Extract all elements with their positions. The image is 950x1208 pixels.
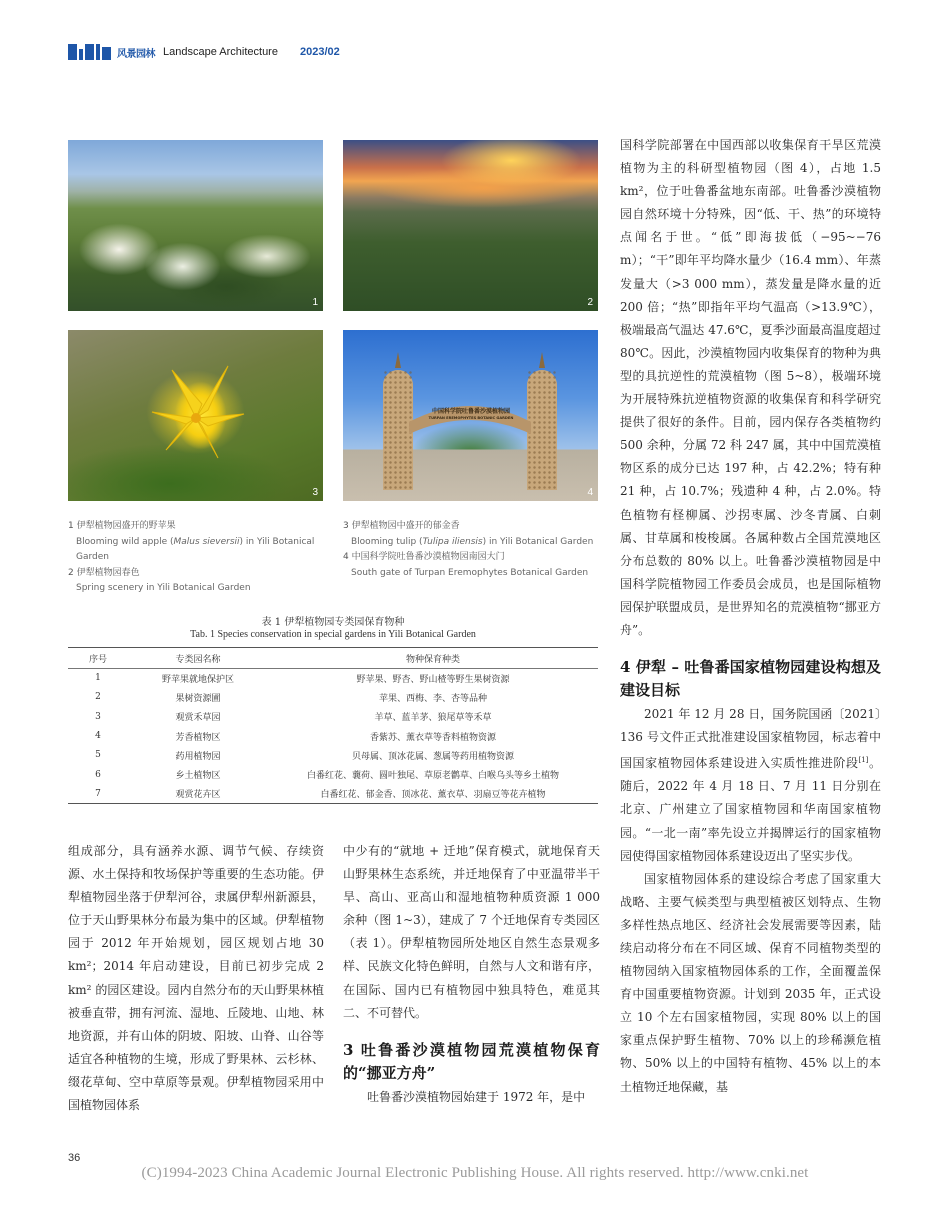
table-row [68, 784, 598, 803]
table-header-cell: 序号 [68, 648, 128, 669]
copyright-footer: (C)1994-2023 China Academic Journal Electronic Publishing House. All rights reserved. http://www.cnki.net [141, 1165, 809, 1181]
journal-logo-text-cn: 风景园林 [117, 48, 155, 60]
tulip-flower-icon [68, 330, 323, 501]
caption-1-en [68, 535, 338, 566]
figure-number: 2 [587, 297, 593, 308]
table-header-cell: 专类园名称 [128, 648, 268, 669]
gate-sign-text: 中国科学院吐鲁番沙漠植物园 [431, 408, 510, 415]
table-row [68, 765, 598, 784]
table-cell: 白番红花、蘘荷、圆叶独尾、草原老鹳草、白喉乌头等乡土植物 [306, 771, 559, 782]
table-title-en: Tab. 1 Species conservation in special gardens in Yili Botanical Garden [190, 629, 476, 640]
caption-1-en-text: Blooming wild apple ( [76, 536, 174, 547]
table-cell: 羊草、蓝羊茅、狼尾草等禾草 [374, 713, 492, 724]
caption-right [343, 519, 613, 581]
caption-3-species: Tulipa iliensis [422, 536, 483, 547]
table-row [68, 669, 598, 688]
caption-1-en-text: ) in Yili Botanical Garden [76, 536, 315, 562]
figure-3-tulip-photo [68, 330, 323, 501]
table-cell: 苹果、西梅、李、杏等品种 [378, 693, 487, 704]
paragraph-text: 。随后，2022 年 4 月 18 日、7 月 11 日分别在北京、广州建立了国家植物园和华南国家植物园。“一北一南”率先设立并揭牌运行的国家植物园使得国家植物园体系建设迈出了坚实步伐。 [620, 756, 881, 863]
page-number: 36 [68, 1152, 81, 1164]
caption-1-species: Malus sieversii [173, 536, 240, 547]
journal-header [68, 42, 340, 62]
paragraph: 吐鲁番沙漠植物园始建于 1972 年，是中 [367, 1089, 586, 1104]
body-column-middle [343, 840, 600, 1109]
table-header-row [68, 648, 598, 669]
caption-3-en-text: Blooming tulip ( [351, 536, 423, 547]
paragraph: 中少有的“就地 + 迁地”保育模式，就地保育天山野果林生态系统，并迁地保育了中亚温带半干旱、高山、亚高山和湿地植物种质资源 1 000 余种（图 1~3），建成了 7 个迁地保育专类园区（表 1）。伊犁植物园所处地区自然生态景观多样、民族文化特色鲜明，自然与人文和谐有序，在国际、国内已有植物园中独具特色，难觅其二、不可替代。 [343, 844, 600, 1020]
caption-3-cn: 3 伊犁植物园中盛开的郁金香 [343, 521, 460, 531]
table-row [68, 726, 598, 745]
gate-sign [413, 408, 529, 422]
figure-number: 4 [587, 487, 593, 498]
table-cell: 芳香植物区 [175, 732, 221, 743]
table-cell: 白番红花、郁金香、顶冰花、薰衣草、羽扇豆等花卉植物 [268, 784, 598, 803]
caption-4-cn: 4 中国科学院吐鲁番沙漠植物园南园大门 [343, 552, 505, 562]
table-cell: 野苹果就地保护区 [161, 674, 234, 685]
table-header-cell: 物种保育种类 [268, 648, 598, 669]
caption-left [68, 519, 338, 597]
table-cell: 2 [95, 692, 101, 703]
caption-3-en [343, 535, 613, 551]
figure-number: 3 [312, 487, 318, 498]
figure-number: 1 [312, 297, 318, 308]
table-cell: 5 [95, 750, 101, 761]
table-cell: 乡土植物区 [175, 771, 221, 782]
table-cell: 3 [95, 711, 101, 722]
body-column-left [68, 840, 324, 1117]
species-conservation-table [68, 647, 598, 804]
table-cell: 1 [95, 673, 101, 684]
caption-1-cn: 1 伊犁植物园盛开的野苹果 [68, 521, 176, 531]
table-title-cn: 表 1 伊犁植物园专类园保育物种 [261, 617, 405, 628]
gate-sign-text-en: TURPAN EREMOPHYTES BOTANIC GARDEN [428, 416, 514, 420]
paragraph: 组成部分，具有涵养水源、调节气候、存续资源、水土保持和牧场保护等重要的生态功能。伊犁植物园坐落于伊犁河谷，隶属伊犁州新源县，位于天山野果林分布最为集中的区域。伊犁植物园于 2012 年开始规划，园区规划占地 30 km²；2014 年启动建设，目前已初步完成 2 km² 的园区建设。园内自然分布的天山野果林植被垂直带，拥有河流、湿地、丘陵地、山地、林地资源，并有山体的阴坡、阳坡、山脊、山谷等适宜各种植物的生境，形成了野果林、云杉林、缀花草甸、空中草原等景观。伊犁植物园采用中国植物园体系 [68, 844, 324, 1113]
table-cell: 药用植物园 [175, 751, 221, 762]
section-3-heading: 3 吐鲁番沙漠植物园荒漠植物保育的“挪亚方舟” [343, 1040, 600, 1082]
table-cell: 6 [95, 769, 101, 780]
body-column-right [620, 134, 881, 1099]
table-row [68, 688, 598, 707]
table-cell: 果树资源圃 [175, 693, 221, 704]
caption-2-en: Spring scenery in Yili Botanical Garden [76, 583, 251, 593]
reference-link[interactable]: [1] [858, 756, 869, 765]
figure-1-wild-apple-photo [68, 140, 323, 311]
table-cell: 观赏花卉区 [128, 784, 268, 803]
table-cell: 野苹果、野杏、野山楂等野生果树资源 [356, 674, 510, 685]
caption-4-en: South gate of Turpan Eremophytes Botanical Garden [351, 567, 589, 578]
table-cell: 贝母属、顶冰花属、葱属等药用植物资源 [351, 751, 514, 762]
section-4-heading: 4 伊犁 – 吐鲁番国家植物园建设构想及建设目标 [620, 658, 881, 700]
journal-logo-icon [68, 44, 111, 60]
journal-name: Landscape Architecture [163, 46, 278, 58]
table-row [68, 707, 598, 726]
table-cell: 7 [68, 784, 128, 803]
journal-issue: 2023/02 [299, 46, 340, 58]
caption-2-cn: 2 伊犁植物园春色 [68, 567, 140, 578]
paragraph: 国家植物园体系的建设综合考虑了国家重大战略、主要气候类型与典型植被区划特点、生物多样性热点地区、经济社会发展需要等因素，陆续启动将分布在不同区域、保育不同植物类型的植物园纳入国家植物园体系的工作，全面覆盖保育中国重要植物资源。计划到 2035 年，正式设立 10 个左右国家植物园，实现 80% 以上的国家重点保护野生植物、70% 以上的珍稀濒危植物、50% 以上的中国特有植物、45% 以上的本土植物迁地保藏，基 [620, 871, 881, 1094]
paragraph: 国科学院部署在中国西部以收集保育干旱区荒漠植物为主的科研型植物园（图 4），占地 1.5 km²，位于吐鲁番盆地东南部。吐鲁番沙漠植物园自然环境十分特殊，因“低、干、热”的环境特点闻名于世。“低”即海拔低（−95~−76 m）；“干”即年平均降水量少（16.4 mm）、年蒸发量大（>3 000 mm），蒸发量是降水量的近 200 倍；“热”即指年平均气温高（>13.9℃），极端最高气温达 47.6℃，夏季沙面最高温度超过 80℃。因此，沙漠植物园内收集保育的物种为典型的具抗逆性的荒漠植物（图 5~8），极端环境为开展特殊抗逆植物资源的收集保育和科学研究提供了很好的条件。目前，园内保存各类植物约 500 余种，分属 72 科 247 属，其中中国荒漠植物区系的成分已达 197 种，占 42.2%；特有种 21 种，占 10.7%；残遗种 4 种，占 2.0%。特色植物有柽柳属、沙拐枣属、沙冬青属、白刺属、甘草属和梭梭属。各属种数占全国荒漠地区分布总数的 80% 以上。吐鲁番沙漠植物园是中国科学院植物园工作委员会成员，也是国际植物园保护联盟成员，是世界知名的荒漠植物“挪亚方舟”。 [620, 138, 881, 637]
table-cell: 4 [95, 731, 101, 742]
table-row [68, 746, 598, 765]
paragraph-text: 2021 年 12 月 28 日，国务院国函〔2021〕136 号文件正式批准建设国家植物园，标志着中国国家植物园体系建设进入实质性推进阶段 [620, 707, 881, 771]
figure-2-spring-scenery-photo [343, 140, 598, 311]
paragraph [620, 703, 881, 868]
caption-3-en-text: ) in Yili Botanical Garden [482, 536, 594, 547]
table-cell: 观赏禾草园 [175, 713, 221, 724]
figure-4-south-gate-photo [343, 330, 598, 501]
table-cell: 香紫苏、薰衣草等香料植物资源 [369, 732, 496, 743]
